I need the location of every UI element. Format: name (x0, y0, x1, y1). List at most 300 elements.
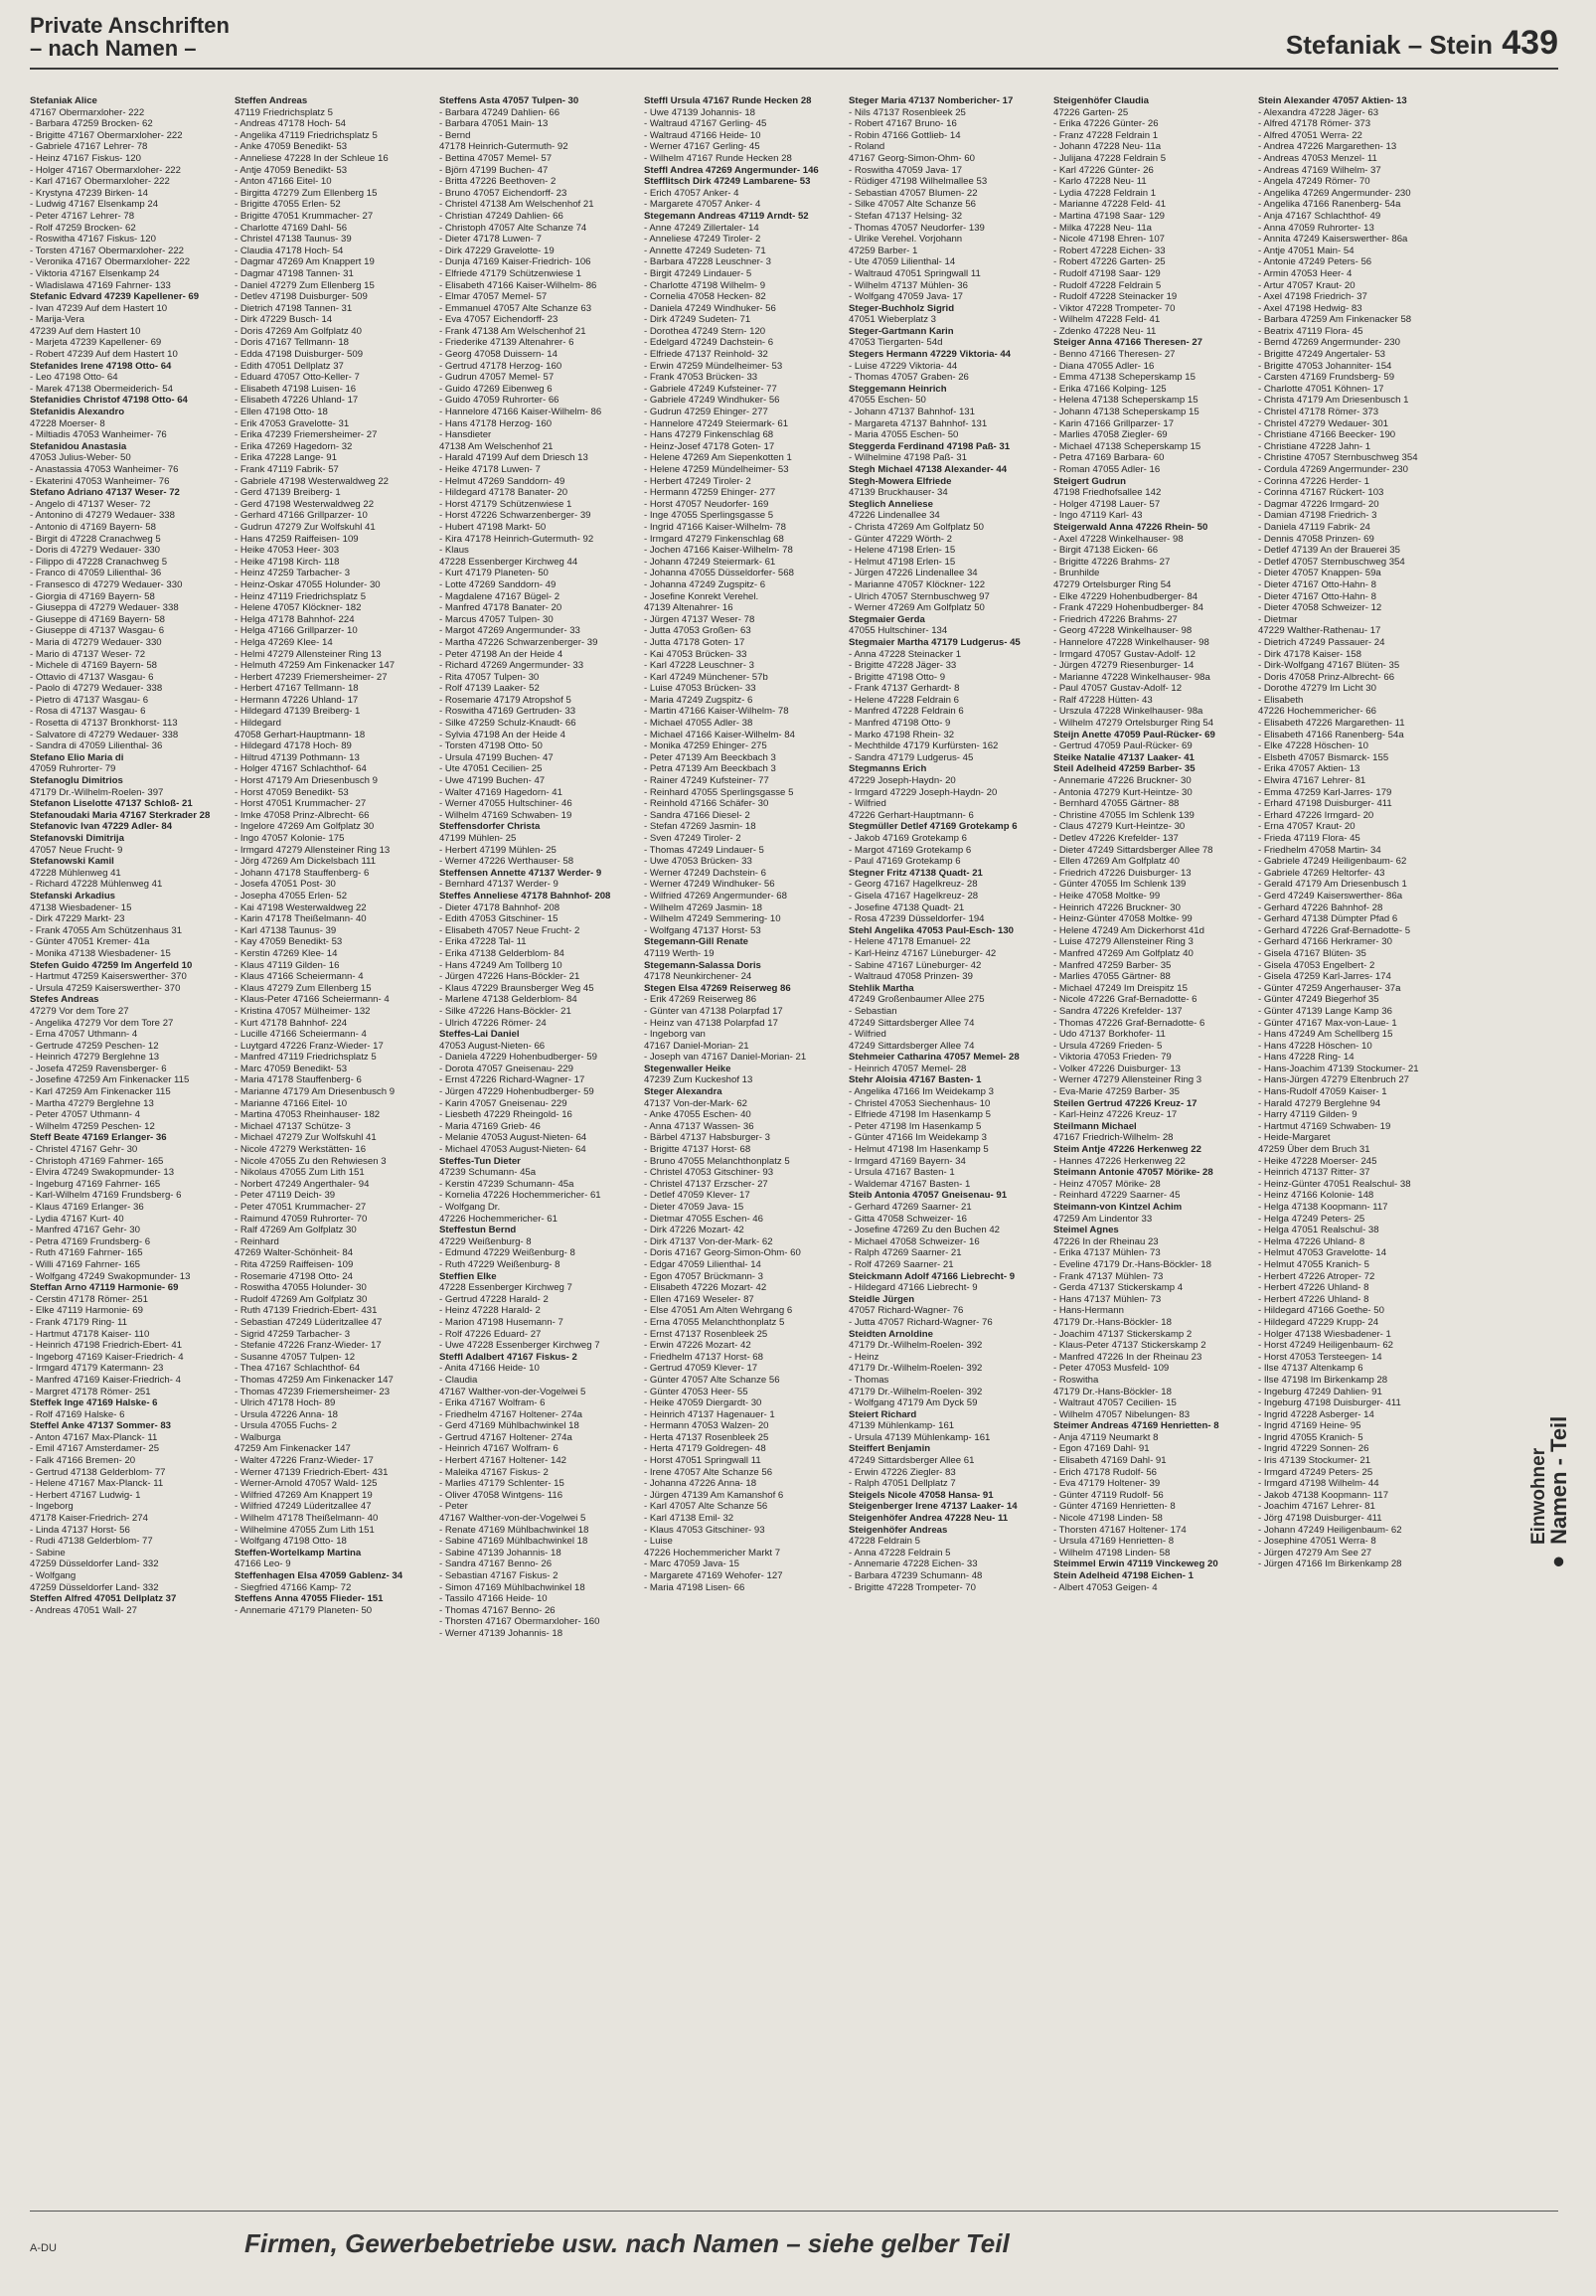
surname-entry: Steiger Anna 47166 Theresen- 27 (1053, 337, 1203, 349)
listing-entry: - Christel 47053 Siechenhaus- 10 (849, 1097, 991, 1109)
listing-entry: - Roswitha 47169 Gertruden- 33 (439, 706, 576, 718)
listing-entry: - Wladislawa 47169 Fahrner- 133 (30, 279, 171, 291)
listing-column (439, 95, 640, 2179)
listing-entry: - Herbert 47199 Mühlen- 25 (439, 844, 557, 856)
footer-divider (30, 2211, 1558, 2212)
listing-entry: - Brigitte 47228 Trompeter- 70 (849, 1581, 976, 1593)
listing-entry: 47239 Zum Kuckeshof 13 (644, 1074, 753, 1086)
surname-entry: Steidten Arnoldine (849, 1328, 933, 1340)
listing-entry: - Brigitte 47249 Angertaler- 53 (1258, 349, 1385, 361)
listing-entry: - Christiane 47228 Jahn- 1 (1258, 440, 1371, 452)
listing-entry: - Erhard 47198 Duisburger- 411 (1258, 798, 1392, 810)
listing-entry: - Angelika 47119 Friedrichsplatz 5 (235, 129, 378, 141)
listing-entry: - Gabriele 47198 Westerwaldweg 22 (235, 475, 390, 487)
surname-entry: Steimel Agnes (1053, 1225, 1119, 1236)
listing-entry: - Ingrid 47166 Kaiser-Wilhelm- 78 (644, 521, 786, 533)
listing-entry: 47057 Richard-Wagner- 76 (849, 1305, 964, 1317)
listing-entry: - Frank 47179 Ring- 11 (30, 1316, 127, 1328)
listing-entry: - Horst 47051 Springwall 11 (644, 1455, 761, 1467)
listing-entry: - Gudrun 47057 Memel- 57 (439, 372, 555, 384)
listing-entry: - Michael 47138 Scheperskamp 15 (1053, 440, 1201, 452)
listing-entry: - Iris 47139 Stockumer- 21 (1258, 1455, 1371, 1467)
listing-column (1258, 95, 1459, 2179)
listing-entry: - Annemarie 47179 Planeten- 50 (235, 1604, 373, 1616)
listing-entry: 47199 Mühlen- 25 (439, 833, 517, 844)
listing-entry: - Heinrich 47137 Hagenauer- 1 (644, 1408, 775, 1420)
listing-entry: - Michele di 47169 Bayern- 58 (30, 660, 157, 672)
listing-entry: 47249 Sittardsberger Allee 61 (849, 1455, 975, 1467)
listing-entry: - Dieter 47057 Knappen- 59a (1258, 568, 1381, 579)
listing-entry: - Roswitha (1053, 1374, 1099, 1386)
listing-entry: - Erika 47228 Lange- 91 (235, 452, 337, 464)
listing-entry: - Helene 47057 Klöckner- 182 (235, 602, 362, 614)
listing-entry: 47179 Dr.-Wilhelm-Roelen- 392 (849, 1386, 983, 1397)
listing-entry: - Ottavio di 47137 Wasgau- 6 (30, 671, 154, 683)
listing-entry: - Karl-Wilhelm 47169 Frundsberg- 6 (30, 1190, 182, 1202)
listing-entry: - Angela 47249 Römer- 70 (1258, 176, 1370, 188)
listing-entry: 47259 Barber- 1 (849, 245, 918, 256)
listing-entry: - Dunja 47169 Kaiser-Friedrich- 106 (439, 256, 591, 268)
listing-entry: - Stefanie 47226 Franz-Wieder- 17 (235, 1340, 382, 1352)
listing-entry: - Hermann 47053 Walzen- 20 (644, 1420, 769, 1432)
listing-entry: - Franco di 47059 Lilienthal- 36 (30, 568, 162, 579)
listing-entry: - Michael 47053 August-Nieten- 64 (439, 1144, 586, 1156)
listing-entry: - Günter van 47138 Polarpfad 17 (644, 1005, 783, 1017)
header-divider (30, 68, 1558, 70)
surname-entry: Stegmanns Erich (849, 763, 927, 775)
listing-entry: - Sabine (30, 1547, 66, 1558)
listing-entry: - Hans 47137 Mühlen- 73 (1053, 1293, 1162, 1305)
listing-entry: - Erna 47057 Kraut- 20 (1258, 821, 1356, 833)
listing-entry: - Heinz 47119 Friedrichsplatz 5 (235, 590, 367, 602)
surname-entry: Steggemann Heinrich (849, 383, 947, 395)
listing-entry: - Joachim 47167 Lehrer- 81 (1258, 1501, 1375, 1513)
listing-entry: - Thomas (849, 1374, 889, 1386)
listing-entry: - Andreas 47053 Menzel- 11 (1258, 152, 1377, 164)
listing-entry: - Raimund 47059 Ruhrorter- 70 (235, 1213, 368, 1225)
listing-entry: - Norbert 47249 Angerthaler- 94 (235, 1178, 370, 1190)
listing-entry: - Manfred 47269 Am Golfplatz 40 (1053, 947, 1194, 959)
listing-entry: - Anneliese 47249 Tiroler- 2 (644, 234, 761, 246)
listing-entry: - Dagmar 47269 Am Knappert 19 (235, 256, 375, 268)
listing-entry: - Ludwig 47167 Elsenkamp 24 (30, 199, 159, 211)
listing-entry: - Dieter 47178 Bahnhof- 208 (439, 902, 560, 913)
listing-entry: 47138 Am Welschenhof 21 (439, 440, 554, 452)
listing-entry: - Imke 47058 Prinz-Albrecht- 66 (235, 809, 370, 821)
listing-entry: - Kristina 47057 Mülheimer- 132 (235, 1005, 371, 1017)
listing-entry: - Axel 47228 Winkelhauser- 98 (1053, 533, 1184, 545)
listing-entry: - Simon 47169 Mühlbachwinkel 18 (439, 1581, 585, 1593)
surname-entry: Stefanidou Anastasia (30, 440, 127, 452)
surname-entry: Steiert Richard (849, 1408, 917, 1420)
listing-entry: - Hans 47228 Höschen- 10 (1258, 1040, 1372, 1052)
listing-entry: 47139 Mühlenkamp- 161 (849, 1420, 955, 1432)
listing-entry: - Detlev 47226 Krefelder- 137 (1053, 833, 1179, 844)
listing-entry: - Dirk 47178 Kaiser- 158 (1258, 648, 1361, 660)
listing-entry: - Herbert 47167 Holtener- 142 (439, 1455, 566, 1467)
listing-entry: - Erna 47055 Melanchthonplatz 5 (644, 1316, 785, 1328)
listing-entry: - Ingrid 47055 Kranich- 5 (1258, 1431, 1363, 1443)
edition-code: A-DU (30, 2242, 57, 2254)
listing-entry: - Heinrich 47198 Friedrich-Ebert- 41 (30, 1340, 183, 1352)
listing-entry: - Holger 47138 Wiesbadener- 1 (1258, 1328, 1391, 1340)
listing-entry: - Britta 47226 Beethoven- 2 (439, 176, 557, 188)
surname-entry: Stefanovic Ivan 47229 Adler- 84 (30, 821, 173, 833)
listing-entry: - Marianne 47179 Am Driesenbusch 9 (235, 1086, 396, 1098)
listing-entry: - Ingeburg 47249 Dahlien- 91 (1258, 1386, 1382, 1397)
listing-entry: - Thomas 47239 Friemersheimer- 23 (235, 1386, 391, 1397)
listing-entry: - Petra 47139 Am Beeckbach 3 (644, 763, 776, 775)
listing-entry: - Angelika 47166 Im Weidekamp 3 (849, 1086, 994, 1098)
listing-entry: - Heike 47198 Kirch- 118 (235, 556, 340, 568)
listing-entry: - Gertrud 47138 Gelderblom- 77 (30, 1466, 166, 1478)
listing-entry: - Herbert 47249 Tiroler- 2 (644, 475, 751, 487)
listing-entry: - Erik 47269 Reiserweg 86 (644, 994, 757, 1006)
listing-entry: - Johanna 47226 Anna- 18 (644, 1478, 757, 1490)
listing-entry: - Helene 47228 Feldrain 6 (849, 694, 959, 706)
listing-entry: - Erika 47137 Mühlen- 73 (1053, 1247, 1161, 1259)
listing-entry: - Alfred 47051 Werra- 22 (1258, 129, 1362, 141)
listing-entry: - Barbara 47249 Dahlien- 66 (439, 106, 560, 118)
listing-entry: - Barbara 47239 Schumann- 48 (849, 1570, 983, 1581)
listing-entry: - Tassilo 47166 Heide- 10 (439, 1593, 548, 1605)
listing-entry: - Dorothea 47249 Stern- 120 (644, 325, 766, 337)
surname-entry: Steffen Alfred 47051 Dellplatz 37 (30, 1593, 177, 1605)
listing-entry: - Reinhold 47166 Schäfer- 30 (644, 798, 769, 810)
listing-entry: - Heinz-Josef 47178 Goten- 17 (644, 440, 775, 452)
listing-entry: - Reinhard 47229 Saarner- 45 (1053, 1190, 1181, 1202)
listing-entry: - Karl 47249 Münchener- 57b (644, 671, 768, 683)
listing-entry: - Jutta 47053 Großen- 63 (644, 625, 751, 637)
listing-entry: - Detlef 47139 An der Brauerei 35 (1258, 545, 1400, 557)
listing-entry: - Kerstin 47239 Schumann- 45a (439, 1178, 574, 1190)
listing-entry: - Gerd 47169 Mühlbachwinkel 18 (439, 1420, 579, 1432)
listing-entry: - Zdenko 47228 Neu- 11 (1053, 325, 1157, 337)
listing-entry: - Andreas 47169 Wilhelm- 37 (1258, 164, 1381, 176)
listing-entry: - Helene 47249 Am Dickerhorst 41d (1053, 924, 1204, 936)
listing-entry: - Wilhelm 47269 Jasmin- 18 (644, 902, 762, 913)
listing-entry: - Gitta 47058 Schweizer- 16 (849, 1213, 967, 1225)
listing-entry: - Gerald 47179 Am Driesenbusch 1 (1258, 879, 1407, 891)
listing-entry: - Manfred 47167 Gehr- 30 (30, 1225, 140, 1236)
listing-entry: - Hannelore 47228 Winkelhauser- 98 (1053, 636, 1209, 648)
listing-entry: - Karl 47259 Am Finkenacker 115 (30, 1086, 171, 1098)
listing-entry: - Alfred 47178 Römer- 373 (1258, 118, 1371, 130)
surname-entry: Steidle Jürgen (849, 1293, 915, 1305)
listing-column (235, 95, 435, 2179)
listing-entry: 47226 Hochemmericher- 61 (439, 1213, 558, 1225)
listing-entry: - Ingeburg 47198 Duisburger- 411 (1258, 1397, 1401, 1409)
surname-entry: Stefanski Arkadius (30, 890, 116, 902)
listing-entry: - Heinrich 47226 Bruckner- 30 (1053, 902, 1181, 913)
listing-entry: - Herta 47137 Rosenbleek 25 (644, 1431, 769, 1443)
listing-entry: 47178 Kaiser-Friedrich- 274 (30, 1513, 148, 1525)
listing-entry: - Benno 47166 Theresen- 27 (1053, 349, 1176, 361)
listing-entry: - Marc 47059 Benedikt- 53 (235, 1063, 348, 1074)
listing-entry: - Antje 47051 Main- 54 (1258, 245, 1355, 256)
listing-entry: - Brigitte 47053 Johanniter- 154 (1258, 360, 1392, 372)
listing-entry: - Wilhelm 47167 Runde Hecken 28 (644, 152, 792, 164)
listing-entry: 47179 Dr.-Hans-Böckler- 18 (1053, 1386, 1172, 1397)
listing-entry: - Ernst 47226 Richard-Wagner- 17 (439, 1074, 585, 1086)
surname-entry: Stegmaier Gerda (849, 613, 925, 625)
listing-entry: - Sebastian 47167 Fiskus- 2 (439, 1570, 559, 1581)
listing-entry: - Helene 47269 Am Siepenkotten 1 (644, 452, 792, 464)
listing-entry: - Maria 47169 Grieb- 46 (439, 1120, 541, 1132)
listing-entry: - Anne 47249 Zillertaler- 14 (644, 222, 759, 234)
listing-entry: - Heide-Margaret (1258, 1132, 1331, 1144)
surname-entry: Steger-Buchholz Sigrid (849, 302, 955, 314)
listing-entry: - Uwe 47053 Brücken- 33 (644, 856, 752, 868)
surname-entry: Steil Adelheid 47259 Barber- 35 (1053, 763, 1196, 775)
listing-entry: - Jakob 47169 Grotekamp 6 (849, 833, 967, 844)
listing-entry: - Maleika 47167 Fiskus- 2 (439, 1466, 549, 1478)
listing-entry: 47259 Düsseldorfer Land- 332 (30, 1558, 159, 1570)
listing-entry: - Helene 47167 Max-Planck- 11 (30, 1478, 164, 1490)
listing-entry: - Jürgen 47166 Im Birkenkamp 28 (1258, 1558, 1402, 1570)
listing-entry: - Rudi 47138 Gelderblom- 77 (30, 1536, 153, 1548)
listing-entry: - Anneliese 47228 In der Schleue 16 (235, 152, 389, 164)
listing-entry: - Irene 47057 Alte Schanze 56 (644, 1466, 773, 1478)
listing-entry: - Joachim 47137 Stickerskamp 2 (1053, 1328, 1193, 1340)
listing-entry: - Friedhelm 47058 Martin- 34 (1258, 844, 1381, 856)
listing-entry: - Brigitte 47051 Krummacher- 27 (235, 210, 374, 222)
surname-entry: Steickmann Adolf 47166 Liebrecht- 9 (849, 1270, 1016, 1282)
listing-entry: 47055 Eschen- 50 (849, 395, 926, 407)
listing-entry: 47228 Moerser- 8 (30, 417, 105, 429)
listing-entry: - Marlies 47058 Ziegler- 69 (1053, 429, 1168, 441)
listing-entry: - Holger 47198 Lauer- 57 (1053, 498, 1161, 510)
listing-entry: 47167 Walther-von-der-Vogelwei 5 (439, 1386, 586, 1397)
listing-entry: - Rita 47057 Tulpen- 30 (439, 671, 540, 683)
surname-entry: Stegen Elsa 47269 Reiserweg 86 (644, 982, 791, 994)
listing-entry: - Herbert 47226 Atroper- 72 (1258, 1270, 1375, 1282)
listing-entry: - Anton 47167 Max-Planck- 11 (30, 1431, 158, 1443)
listing-entry: - Angelika 47279 Vor dem Tore 27 (30, 1017, 174, 1029)
listing-entry: - Jakob 47138 Koopmann- 117 (1258, 1489, 1389, 1501)
listing-entry: - Anja 47119 Neumarkt 8 (1053, 1431, 1159, 1443)
listing-entry: - Emmanuel 47057 Alte Schanze 63 (439, 302, 592, 314)
listing-entry: - Hans 47178 Herzog- 160 (439, 417, 553, 429)
listing-entry: - Richard 47228 Mühlenweg 41 (30, 879, 163, 891)
listing-entry: - Karl 47228 Leuschner- 3 (644, 660, 754, 672)
listing-entry: 47137 Von-der-Mark- 62 (644, 1097, 747, 1109)
surname-entry: Stein Alexander 47057 Aktien- 13 (1258, 95, 1407, 106)
listing-entry: - Dirk 47249 Sudeten- 71 (644, 314, 751, 326)
listing-entry: - Sandra 47166 Diesel- 2 (644, 809, 750, 821)
listing-entry: - Jörg 47198 Duisburger- 411 (1258, 1513, 1382, 1525)
listing-entry: - Hildegard 47139 Breiberg- 1 (235, 706, 361, 718)
listing-entry: - Helene 47198 Erlen- 15 (849, 545, 956, 557)
listing-entry: - Hartmut 47178 Kaiser- 110 (30, 1328, 150, 1340)
listing-entry: - Gerhard 47269 Saarner- 21 (849, 1202, 972, 1213)
listing-entry: - Ralf 47269 Am Golfplatz 30 (235, 1225, 357, 1236)
listing-entry: - Gisela 47259 Karl-Jarres- 174 (1258, 971, 1391, 983)
listing-entry: - Brigitte 47198 Otto- 9 (849, 671, 946, 683)
listing-entry: - Birgit di 47228 Cranachweg 5 (30, 533, 161, 545)
listing-entry: - Herbert 47167 Ludwig- 1 (30, 1489, 141, 1501)
listing-entry: - Josefine 47269 Zu den Buchen 42 (849, 1225, 1001, 1236)
listing-entry: - Charlotte 47169 Dahl- 56 (235, 222, 348, 234)
listing-entry: - Christa 47269 Am Golfplatz 50 (849, 521, 984, 533)
listing-entry: - Axel 47198 Hedwig- 83 (1258, 302, 1362, 314)
surname-entry: Steffestun Bernd (439, 1225, 517, 1236)
listing-entry: 47228 Mühlenweg 41 (30, 867, 121, 879)
surname-entry: Steffl Ursula 47167 Runde Hecken 28 (644, 95, 812, 106)
listing-entry: - Ingrid 47229 Sonnen- 26 (1258, 1443, 1369, 1455)
listing-entry: - Daniela 47119 Fabrik- 24 (1258, 521, 1370, 533)
listing-entry: - Jürgen 47226 Hans-Böckler- 21 (439, 971, 580, 983)
surname-entry: Steffl Andrea 47269 Angermunder- 146 (644, 164, 819, 176)
listing-entry: - Marlies 47179 Schlenter- 15 (439, 1478, 564, 1490)
listing-entry: - Werner 47269 Am Golfplatz 50 (849, 602, 985, 614)
listing-entry: - Karlo 47228 Neu- 11 (1053, 176, 1147, 188)
listing-entry: - Klaus-Peter 47166 Scheiermann- 4 (235, 994, 390, 1006)
listing-entry: - Cerstin 47178 Römer- 251 (30, 1293, 148, 1305)
listing-entry: - Silke 47226 Hans-Böckler- 21 (439, 1005, 571, 1017)
listing-entry: - Gabriele 47249 Windhuker- 56 (644, 395, 780, 407)
listing-entry: - Klaus 47279 Zum Ellenberg 15 (235, 982, 372, 994)
listing-entry: - Rüdiger 47198 Wilhelmallee 53 (849, 176, 988, 188)
surname-entry: Steger Alexandra (644, 1086, 722, 1098)
listing-entry: - Birgit 47138 Eicken- 66 (1053, 545, 1159, 557)
listing-entry: - Elvira 47249 Swakopmunder- 13 (30, 1167, 175, 1179)
listing-entry: - Irmgard 47179 Katermann- 23 (30, 1363, 164, 1375)
surname-entry: Steigenhöfer Andrea 47228 Neu- 11 (849, 1513, 1009, 1525)
listing-entry: - Helene 47178 Emanuel- 22 (849, 936, 971, 948)
listing-entry: - Willi 47169 Fahrner- 165 (30, 1258, 140, 1270)
listing-entry: - Helmut 47198 Erlen- 15 (849, 556, 956, 568)
listing-entry: - Wilhelm 47178 Theißelmann- 40 (235, 1513, 379, 1525)
listing-entry: - Filippo di 47228 Cranachweg 5 (30, 556, 168, 568)
listing-entry: - Paul 47169 Grotekamp 6 (849, 856, 961, 868)
surname-entry: Steffens Anna 47055 Flieder- 151 (235, 1593, 384, 1605)
listing-entry: - Edelgard 47249 Dachstein- 6 (644, 337, 774, 349)
listing-entry: - Hildegard 47166 Goethe- 50 (1258, 1305, 1384, 1317)
listing-entry: - Bruno 47057 Eichendorff- 23 (439, 187, 567, 199)
listing-entry: - Guido 47269 Eibenweg 6 (439, 383, 553, 395)
listing-entry: - Waldemar 47167 Basten- 1 (849, 1178, 971, 1190)
listing-entry: - Wilhelm 47057 Nibelungen- 83 (1053, 1408, 1191, 1420)
section-heading-line1: Private Anschriften (30, 13, 230, 38)
listing-entry: 47239 Auf dem Hastert 10 (30, 325, 141, 337)
listing-entry: - Else 47051 Am Alten Wehrgang 6 (644, 1305, 793, 1317)
listing-entry: - Erwin 47259 Mündelheimer- 53 (644, 360, 783, 372)
listing-entry: - Ursula 47167 Basten- 1 (849, 1167, 955, 1179)
listing-entry: 47178 Neunkirchener- 24 (644, 971, 752, 983)
listing-entry: - Christel 47167 Gehr- 30 (30, 1144, 138, 1156)
listing-entry: - Dietrich 47249 Passauer- 24 (1258, 636, 1385, 648)
listing-entry: - Günter 47053 Heer- 55 (644, 1386, 748, 1397)
surname-entry: Steigels Nicole 47058 Hansa- 91 (849, 1489, 994, 1501)
listing-entry: - Hermann 47226 Uhland- 17 (235, 694, 359, 706)
listing-entry: - Waltraud 47167 Gerling- 45 (644, 118, 767, 130)
listing-entry: - Günter 47166 Im Weidekamp 3 (849, 1132, 988, 1144)
listing-entry: - Horst 47249 Heiligenbaum- 62 (1258, 1340, 1393, 1352)
listing-entry: 47279 Ortelsburger Ring 54 (1053, 578, 1172, 590)
listing-entry: - Brunhilde (1053, 568, 1100, 579)
listing-entry: - Roswitha 47055 Holunder- 30 (235, 1282, 367, 1294)
surname-entry: Stefanowski Kamil (30, 856, 114, 868)
listing-entry: - Thomas 47057 Neudorfer- 139 (849, 222, 985, 234)
listing-entry: - Daniela 47249 Windhuker- 56 (644, 302, 776, 314)
listing-entry: 47119 Friedrichsplatz 5 (235, 106, 334, 118)
listing-entry: - Helga 47166 Grillparzer- 10 (235, 625, 358, 637)
listing-entry: - Thomas 47167 Benno- 26 (439, 1604, 556, 1616)
listing-entry: - Edith 47051 Dellplatz 37 (235, 360, 344, 372)
listing-entry: - Frank 47229 Hohenbudberger- 84 (1053, 602, 1203, 614)
listing-entry: - Ingeborg (30, 1501, 74, 1513)
listing-entry: - Barbara 47259 Am Finkenacker 58 (1258, 314, 1412, 326)
listing-entry: - Erika 47057 Aktien- 13 (1258, 763, 1360, 775)
listing-entry: - Annette 47249 Sudeten- 71 (644, 245, 766, 256)
listing-entry: 47166 Leo- 9 (235, 1558, 291, 1570)
listing-entry: - Magdalene 47167 Bügel- 2 (439, 590, 560, 602)
listing-entry: - Barbara 47051 Main- 13 (439, 118, 549, 130)
listing-entry: - Hansdieter (439, 429, 492, 441)
listing-entry: - Egon 47169 Dahl- 91 (1053, 1443, 1150, 1455)
listing-entry: - Dorota 47057 Gneisenau- 229 (439, 1063, 573, 1074)
listing-entry: - Marion 47198 Husemann- 7 (439, 1316, 563, 1328)
listing-entry: - Klaus 47053 Gitschiner- 93 (644, 1524, 765, 1536)
listing-entry: - Helga 47178 Bahnhof- 224 (235, 613, 355, 625)
listing-entry: - Waltraut 47057 Cecilien- 15 (1053, 1397, 1177, 1409)
listing-entry: - Angelo di 47137 Weser- 72 (30, 498, 151, 510)
listing-entry: - Marianne 47166 Eitel- 10 (235, 1097, 348, 1109)
listing-entry: - Martha 47226 Schwarzenberger- 39 (439, 636, 598, 648)
listing-entry: - Rita 47259 Raiffeisen- 109 (235, 1258, 354, 1270)
listing-entry: - Martina 47198 Saar- 129 (1053, 210, 1165, 222)
listing-entry: - Ingeborg van (644, 1029, 706, 1041)
listing-entry: - Thorsten 47167 Obermarxloher- 160 (439, 1616, 600, 1628)
listing-entry: - Peter 47057 Uthmann- 4 (30, 1109, 140, 1121)
listing-entry: - Daniel 47279 Zum Ellenberg 15 (235, 279, 375, 291)
listing-entry: - Claus 47279 Kurt-Heintze- 30 (1053, 821, 1186, 833)
listing-entry: - Klaus 47166 Scheiermann- 4 (235, 971, 364, 983)
listing-entry: - Jörg 47269 Am Dickelsbach 111 (235, 856, 377, 868)
listing-entry: - Walburga (235, 1431, 281, 1443)
listing-entry: - Jürgen 47229 Hohenbudberger- 59 (439, 1086, 594, 1098)
surname-entry: Stegner Fritz 47138 Quadt- 21 (849, 867, 983, 879)
listing-entry: - Martha 47279 Berglehne 13 (30, 1097, 154, 1109)
listing-entry: - Irmgard 47169 Bayern- 34 (849, 1155, 966, 1167)
listing-entry: - Michael 47166 Kaiser-Wilhelm- 84 (644, 729, 795, 740)
listing-entry: - Hannelore 47166 Kaiser-Wilhelm- 86 (439, 407, 602, 418)
listing-entry: - Günter 47249 Biegerhof 35 (1258, 994, 1379, 1006)
listing-entry: - Nicole 47226 Graf-Bernadotte- 6 (1053, 994, 1197, 1006)
listing-entry: - Wilhelmine 47198 Paß- 31 (849, 452, 967, 464)
listing-entry: 47249 Sittardsberger Allee 74 (849, 1017, 975, 1029)
listing-entry: - Brigitte 47226 Brahms- 27 (1053, 556, 1171, 568)
listing-entry: - Marko 47198 Rhein- 32 (849, 729, 955, 740)
listing-entry: - Thomas 47259 Am Finkenacker 147 (235, 1374, 394, 1386)
listing-entry: - Uwe 47228 Essenberger Kirchweg 7 (439, 1340, 600, 1352)
listing-entry: - Stefan 47137 Helsing- 32 (849, 210, 963, 222)
listing-entry: - Rolf 47139 Laaker- 52 (439, 683, 540, 695)
listing-entry: - Horst 47179 Am Driesenbusch 9 (235, 775, 378, 787)
listing-entry: - Barbara 47259 Brocken- 62 (30, 118, 153, 130)
listing-entry: - Roswitha 47167 Fiskus- 120 (30, 234, 156, 246)
surname-entry: Steimann Antonie 47057 Mörike- 28 (1053, 1167, 1213, 1179)
listing-entry: - Elke 47119 Harmonie- 69 (30, 1305, 143, 1317)
surname-entry: Stegmaier Martha 47179 Ludgerus- 45 (849, 636, 1021, 648)
listing-entry: - Marlene 47138 Gelderblom- 84 (439, 994, 577, 1006)
listing-entry: - Gudrun 47279 Zur Wolfskuhl 41 (235, 521, 376, 533)
listing-entry: 47059 Ruhrorter- 79 (30, 763, 116, 775)
listing-entry: - Gerd 47198 Westerwaldweg 22 (235, 498, 375, 510)
listing-entry: - Irmgard 47249 Peters- 25 (1258, 1466, 1373, 1478)
listing-entry: - Hans 47228 Ring- 14 (1258, 1052, 1355, 1064)
